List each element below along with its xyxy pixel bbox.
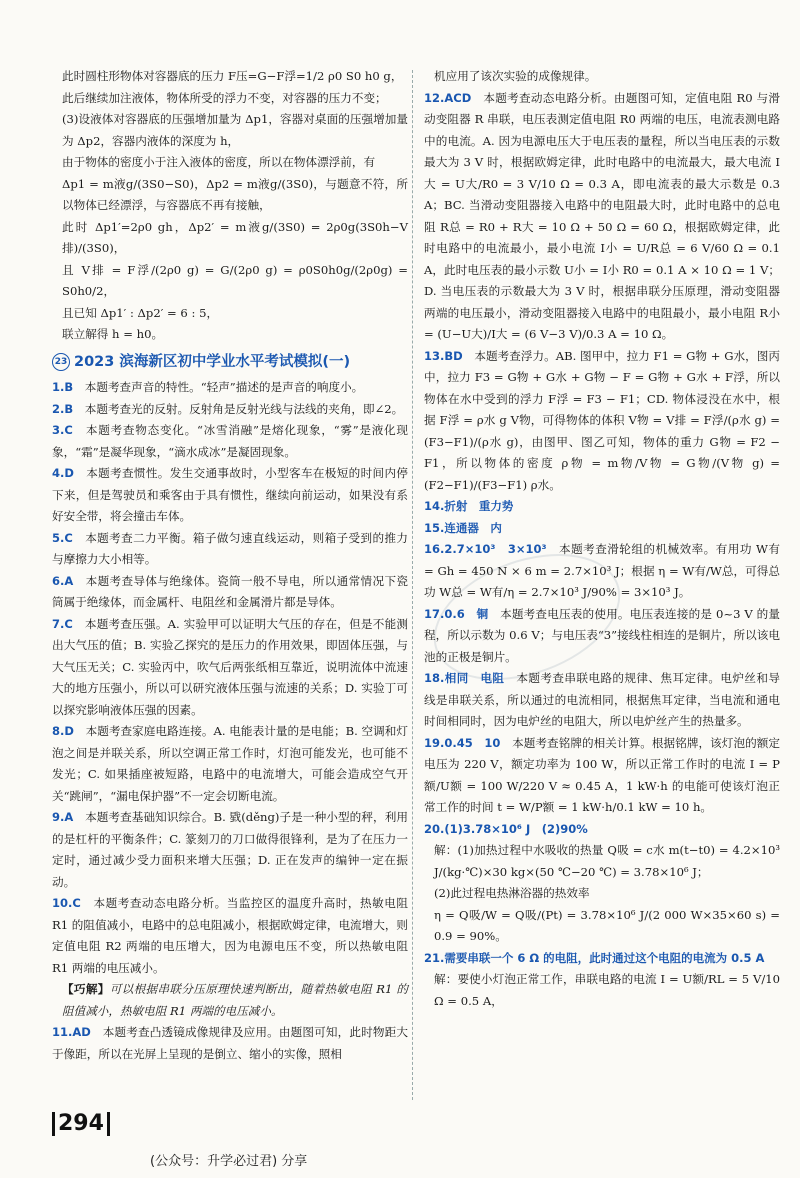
answer-explanation: 本题考查串联电路的规律、焦耳定律。电炉丝和导线是串联关系，所以通过的电流相同，根据焦耳定律，当电流和通电时间相同时，因为电炉丝的电阻大，所以电炉丝产生的热量多。 [424,671,780,728]
answer-explanation: 解：(1)加热过程中水吸收的热量 Q吸 = c水 m(t−t0) = 4.2×10³ J/(kg·℃)×30 kg×(50 ℃−20 ℃) = 3.78×10⁶ J； [434,843,780,879]
right-answer-list [424,66,780,1012]
answer-key: A [64,573,74,588]
right-column [424,66,780,1012]
answer-number: 5. [52,530,65,545]
answer-item [424,948,780,970]
section-title: 2023 滨海新区初中学业水平考试模拟(一) [74,353,351,370]
answer-item [52,807,408,893]
answer-number: 21. [424,950,445,965]
answer-key: C [72,896,81,910]
answer-item [52,893,408,979]
answer-explanation: 可以根据串联分压原理快速判断出，随着热敏电阻 R1 的阻值减小，热敏电阻 R1 两端的电压减小。 [62,982,408,1018]
answer-explanation: η = Q吸/W = Q吸/(Pt) = 3.78×10⁶ J/(2 000 W×35×60 s) = 0.9 = 90%。 [434,907,780,943]
left-answer-list [52,377,408,1065]
answer-item [52,463,408,528]
answer-item [424,883,780,905]
answer-key: C [64,530,73,545]
answer-explanation: 本题考查滑轮组的机械效率。有用功 W有 = Gh = 450 N × 6 m = 2.7×10³ J；根据 η = W有/W总，可得总功 W总 = W有/η = 2.7×10³ J/90% = 3×10³ J。 [424,542,780,599]
left-line-2: (3)设液体对容器底的压强增加量为 Δp1，容器对桌面的压强增加量为 Δp2，容器内液体的深度为 h， [62,112,408,148]
answer-number: 15. [424,520,445,535]
answer-key: AD [72,1025,91,1039]
tip-label: 【巧解】 [62,982,110,996]
answer-number: 14. [424,499,445,513]
answer-item [52,528,408,571]
left-line-3: 由于物体的密度小于注入液体的密度，所以在物体漂浮前，有 [62,155,376,169]
answer-explanation: 本题考查基础知识综合。B. 戥(děng)子是一种小型的秤，利用的是杠杆的平衡条件；C. 篆刻刀的刀口做得很锋利，是为了在压力一定时，通过减少受力面积来增大压强；D. 正在发声的编钟一定在振动。 [52,810,408,889]
answer-explanation: (2)此过程电热淋浴器的热效率 [434,886,590,900]
answer-explanation: 本题考查声音的特性。“轻声”描述的是声音的响度小。 [84,380,364,394]
answer-item [424,819,780,841]
answer-item [424,346,780,497]
left-line-1: 此后继续加注液体，物体所受的浮力不变，对容器的压力不变； [62,90,387,105]
answer-key: 折射 重力势 [444,499,514,513]
answer-item [424,604,780,669]
answer-key: ACD [444,90,472,105]
answer-item [52,1022,408,1065]
answer-explanation: 本题考查惯性。发生交通事故时，小型客车在极短的时间内停下来，但是驾驶员和乘客由于具有惯性，继续向前运动，如果没有系好安全带，将会撞击车体。 [52,466,408,523]
answer-key: C [64,423,73,437]
section-number-badge: 23 [52,353,70,371]
answer-explanation: 本题考查电压表的使用。电压表连接的是 0~3 V 的量程，所以示数为 0.6 V；与电压表“3”接线柱相连的是铜片，所以该电池的正极是铜片。 [424,606,780,664]
left-line-5: 此时 Δp1′=2ρ0 gh，Δp2′ = m液g/(3S0) = 2ρ0g(3S0h−V排)/(3S0)， [62,219,408,255]
answer-key: A [64,810,74,824]
answer-number: 2. [52,401,65,416]
answer-explanation: 本题考查家庭电路连接。A. 电能表计量的是电能；B. 空调和灯泡之间是并联关系，所以空调正常工作时，灯泡可能发光，也可能不发光；C. 如果插座被短路，电路中的电流增大，可能会造成空气开关“跳闸”，“漏电保护器”不一定会切断电流。 [52,724,408,803]
answer-explanation: 本题考查二力平衡。箱子做匀速直线运动，则箱子受到的推力与摩擦力大小相等。 [52,530,408,566]
answer-explanation: 本题考查浮力。AB. 图甲中，拉力 F1 = G物 + G水，图丙中，拉力 F3 = G物 + G水 + G物 − F = G物 + G水 + F浮，所以物体在水中受到的浮力 F浮 = F3 − F1；CD. 物体浸没在水中，根据 F浮 = ρ水 g V物，可得物体的体积 V物 = V排 = F浮/(ρ水 g) = (F3−F1)/(ρ水 g)，由图甲、图乙可知，物体的重力 G物 = F2 − F1，所以物体的密度 ρ物 = m物/V物 = G物/(V物 g) = (F2−F1)/(F3−F1) ρ水。 [424,348,780,492]
answer-item [424,969,780,1012]
section-heading [52,352,408,374]
page-number: 294 [52,1112,110,1136]
left-column [52,66,408,1065]
left-line-0: 此时圆柱形物体对容器底的压力 F压=G−F浮=1/2 ρ0 S0 h0 g， [62,69,403,83]
answer-item [424,905,780,948]
answer-key: BD [444,348,463,363]
left-line-4: Δp1 = m液g/(3S0−S0)，Δp2 = m液g/(3S0)，与题意不符，所以物体已经漂浮，与容器底不再有接触， [62,176,408,212]
answer-explanation: 本题考查物态变化。“冰雪消融”是熔化现象，“雾”是液化现象，“霜”是凝华现象，“滴水成冰”是凝固现象。 [52,423,408,459]
answer-explanation: 解：要使小灯泡正常工作，串联电路的电流 I = U额/RL = 5 V/10 Ω = 0.5 A， [434,972,780,1008]
answer-item [52,420,408,463]
answer-key: 需要串联一个 6 Ω 的电阻，此时通过这个电阻的电流为 0.5 A [444,950,765,965]
answer-key: B [64,380,74,394]
answer-key: B [64,401,74,416]
answer-key: (1)3.78×10⁶ J (2)90% [444,821,588,836]
answer-number: 19. [424,735,445,750]
answer-item [424,668,780,733]
left-line-6: 且 V排 = F浮/(2ρ0 g) = G/(2ρ0 g) = ρ0S0h0g/(2ρ0g) = S0h0/2， [62,262,408,298]
answer-explanation: 本题考查导体与绝缘体。瓷筒一般不导电，所以通常情况下瓷筒属于绝缘体，而金属杆、电阻丝和金属滑片都是导体。 [52,573,408,609]
answer-number: 9. [52,810,65,824]
answer-number: 3. [52,423,65,437]
footer-text: (公众号：升学必过君) 分享 [150,1154,308,1169]
answer-item [424,518,780,540]
answer-number: 1. [52,380,65,394]
answer-item [424,539,780,604]
answer-item [52,721,408,807]
answer-key: 2.7×10³ 3×10³ [444,542,547,556]
answer-number: 13. [424,348,445,363]
answer-key: D [64,724,74,738]
answer-number: 8. [52,724,65,738]
answer-item [424,733,780,819]
answer-explanation: 本题考查动态电路分析。当监控区的温度升高时，热敏电阻 R1 的阻值减小，电路中的总电阻减小，根据欧姆定律，电流增大，则定值电阻 R2 两端的电压增大，因为电源电压不变，所以热敏电阻 R1 两端的电压减小。 [52,896,409,975]
answer-explanation: 机应用了该次实验的成像规律。 [434,69,597,83]
answer-explanation: 本题考查动态电路分析。由题图可知，定值电阻 R0 与滑动变阻器 R 串联，电压表测定值电阻 R0 两端的电压，电流表测电路中的电流。A. 因为电源电压大于电压表的量程，所以当电压表的示数最大为 3 V 时，根据欧姆定律，此时电路中的电流最大，最大电流 I大 = U大/R0 = 3 V/10 Ω = 0.3 A，即电流表的最大示数是 0.3 A；BC. 当滑动变阻器接入电路中的电阻最大时，此时电路中的总电阻 R总 = R0 + R大 = 10 Ω + 50 Ω = 60 Ω，根据欧姆定律，此时电路中的电流最小，最小电流 I小 = U/R总 = 6 V/60 Ω = 0.1 A，此时电压表的最小示数 U小 = I小 R0 = 0.1 A × 10 Ω = 1 V；D. 当电压表的示数最大为 3 V 时，根据串联分压原理，滑动变阻器两端的电压最小，滑动变阻器接入电路中的电阻最小，最小电阻 R小 = (U−U大)/I大 = (6 V−3 V)/0.3 A = 10 Ω。 [424,90,780,341]
answer-item [424,496,780,518]
answer-number: 18. [424,671,445,685]
answer-explanation: 本题考查压强。A. 实验甲可以证明大气压的存在，但是不能测出大气压的值；B. 实验乙探究的是压力的作用效果，即固体压强，与大气压无关；C. 实验丙中，吹气后两张纸相互靠近，说明流体中流速大的地方压强小，所以可以研究液体压强与流速的关系；D. 实验丁可以探究影响液体压强的因素。 [52,616,408,717]
left-line-7: 且已知 Δp1′ : Δp2′ = 6 : 5， [62,305,219,320]
answer-number: 11. [52,1025,73,1039]
answer-number: 12. [424,90,445,105]
answer-number: 16. [424,542,445,556]
answer-number: 4. [52,466,65,480]
answer-key: 0.45 10 [444,735,501,750]
answer-key: D [64,466,74,480]
answer-item [424,840,780,883]
answer-key: 相同 电阻 [444,671,505,685]
answer-item [52,571,408,614]
answer-number: 10. [52,896,73,910]
answer-explanation: 本题考查铭牌的相关计算。根据铭牌，该灯泡的额定电压为 220 V，额定功率为 100 W，所以正常工作时的电流 I = P额/U额 = 100 W/220 V ≈ 0.45 A，1 kW·h 的电能可使该灯泡正常工作的时间 t = W/P额 = 1 kW·h/0.1 kW = 10 h。 [424,735,780,814]
left-line-8: 联立解得 h = h0。 [62,327,164,341]
answer-explanation: 本题考查凸透镜成像规律及应用。由题图可知，此时物距大于像距，所以在光屏上呈现的是倒立、缩小的实像，照相 [52,1025,408,1061]
answer-key: C [64,616,73,631]
column-divider [412,70,414,1100]
answer-item [52,614,408,722]
answer-explanation: 本题考查光的反射。反射角是反射光线与法线的夹角，即∠2。 [84,401,404,416]
answer-key: 连通器 内 [444,520,502,535]
answer-item [52,377,408,399]
answer-item [424,66,780,88]
answer-item [52,979,408,1022]
answer-key: 0.6 铜 [444,606,489,621]
answer-number: 20. [424,821,445,836]
answer-number: 6. [52,573,65,588]
answer-item [424,88,780,346]
answer-item [52,399,408,421]
answer-number: 17. [424,606,445,621]
answer-number: 7. [52,616,65,631]
